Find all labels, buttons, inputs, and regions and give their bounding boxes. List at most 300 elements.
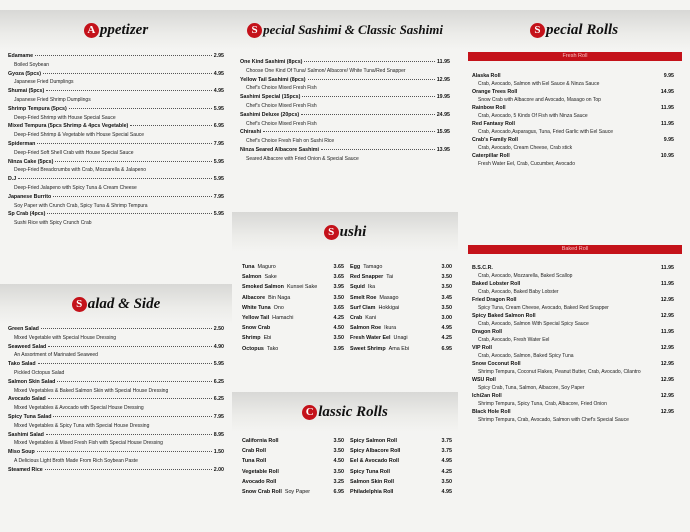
item-name: Ichi2an Roll	[472, 393, 502, 399]
spacer	[520, 139, 662, 140]
item-price: 13.95	[436, 146, 450, 153]
item-description: Deep-Fried Breadcrumbs with Crab, Mozzarella & Jalapeno	[14, 167, 147, 174]
item-description: Pickled Octopus Salad	[14, 369, 65, 376]
menu-item	[8, 122, 224, 131]
item-japanese-name: Ebi	[263, 335, 272, 342]
item-price: 2.00	[213, 466, 224, 473]
grid-item	[350, 487, 452, 497]
item-description: Mixed Vegetable with Special House Dressing	[14, 334, 116, 341]
menu-item	[472, 153, 674, 160]
special-rolls-header	[458, 10, 690, 50]
item-japanese-name: Masago	[379, 294, 399, 301]
item-price: 11.95	[661, 281, 674, 287]
title-initial-badge: C	[302, 405, 317, 420]
spacer	[508, 107, 659, 108]
item-description: Crab, Avocado, Salmon with Eel Sauce & Ninza Sauce	[478, 81, 600, 88]
item-name: Miso Soup	[8, 449, 35, 456]
item-price: 9.95	[663, 137, 674, 143]
grid-item	[350, 446, 452, 456]
item-description: Soy Paper with Crunch Crab, Spicy Tuna & Shrimp Tempura	[14, 202, 148, 209]
item-description: Sushi Rice with Spicy Crunch Crab	[14, 220, 92, 227]
item-name: Red Fantasy Roll	[472, 121, 515, 127]
item-name: Seaweed Salad	[8, 343, 47, 350]
menu-item	[240, 93, 450, 102]
menu-item	[472, 281, 674, 288]
item-name: White Tuna	[242, 304, 271, 311]
item-price: 11.95	[437, 59, 450, 65]
title-initial-badge: S	[324, 225, 339, 240]
item-price: 12.95	[660, 345, 674, 351]
menu-item	[8, 413, 224, 422]
menu-item	[472, 265, 674, 272]
item-price: 10.95	[660, 153, 674, 159]
item-price: 3.50	[333, 294, 344, 301]
item-description: Snow Crab with Albacore and Avocado, Masago on Top	[478, 97, 601, 104]
item-price: 3.50	[441, 304, 452, 311]
item-description: Mixed Vegetables & Baked Salmon Skin with Special House Dressing	[14, 387, 169, 394]
grid-item	[350, 467, 452, 477]
item-description: Deep-Fried Jalapeno with Spicy Tuna & Cream Cheese	[14, 184, 137, 191]
item-price: 4.95	[213, 70, 224, 77]
grid-item	[350, 333, 452, 343]
dotted-leader	[130, 125, 211, 126]
item-price: 3.65	[333, 274, 344, 281]
title-initial-badge: S	[530, 23, 545, 38]
item-price: 4.50	[333, 458, 344, 465]
item-name: Tuna Roll	[242, 458, 267, 465]
item-description: Chef's Choice Mixed Fresh Fish	[246, 102, 317, 109]
grid-item	[242, 333, 344, 343]
salad-title: S alad & Side	[0, 296, 232, 313]
item-name: Crab's Family Roll	[472, 137, 519, 143]
item-japanese-name: Ika	[367, 284, 376, 291]
menu-item	[472, 409, 674, 416]
item-price: 4.95	[441, 325, 452, 332]
item-price: 4.25	[441, 468, 452, 475]
item-name: Green Salad	[8, 326, 39, 332]
item-name: Yellow Tail Sashimi (8pcs)	[240, 76, 306, 83]
item-name: Alaska Roll	[472, 73, 501, 79]
item-price: 7.95	[213, 140, 224, 147]
menu-item	[8, 466, 224, 475]
grid-item	[350, 344, 452, 354]
item-japanese-name: Ono	[273, 304, 284, 311]
grid-item	[350, 477, 452, 487]
item-description: Spicy Tuna, Cream Cheese, Avocado, Baked Red Snapper	[478, 305, 609, 312]
item-price: 5.95	[213, 158, 224, 165]
item-description: Chef's Choice Fresh Fish on Sushi Rice	[246, 138, 335, 145]
menu-item	[472, 393, 674, 400]
grid-item	[242, 446, 344, 456]
item-price: 3.65	[333, 304, 344, 311]
grid-item	[350, 293, 452, 303]
grid-item	[350, 456, 452, 466]
spacer	[518, 299, 658, 300]
dotted-leader	[35, 55, 212, 56]
grid-item	[242, 282, 344, 292]
menu-item	[8, 360, 224, 369]
dotted-leader	[45, 469, 212, 470]
menu-item	[472, 377, 674, 384]
item-name: Salmon	[242, 274, 262, 281]
item-name: Yellow Tail	[242, 315, 270, 322]
dotted-leader	[304, 61, 435, 62]
item-name: Mixed Tempura (5pcs Shrimp & 4pcs Vegetable)	[8, 123, 129, 130]
menu-item	[8, 378, 224, 387]
item-name: California Roll	[242, 438, 279, 444]
item-price: 4.50	[333, 325, 344, 332]
item-description: Crab, Avocado, 5 Kinds Of Fish with Ninza Sauce	[478, 113, 588, 120]
item-price: 5.95	[213, 211, 224, 218]
item-name: Albacore	[242, 294, 266, 301]
dotted-leader	[263, 131, 435, 132]
grid-item	[350, 313, 452, 323]
item-name: Fried Dragon Roll	[472, 297, 517, 303]
appetizer-title: A ppetizer	[0, 22, 232, 39]
menu-item	[240, 128, 450, 137]
grid-item	[242, 344, 344, 354]
spacer	[512, 155, 659, 156]
item-description: Mixed Vegetables & Avocado with Special House Dressing	[14, 405, 144, 412]
menu-item	[472, 361, 674, 368]
item-description: Mixed Vegetables & Mixed Fresh Fish with Special House Dressing	[14, 440, 163, 447]
menu-item	[472, 121, 674, 128]
item-price: 12.95	[660, 297, 674, 303]
menu-item	[8, 395, 224, 404]
item-japanese-name: Kunsei Sake	[286, 284, 318, 291]
grid-item	[350, 272, 452, 282]
item-price: 3.00	[441, 264, 452, 270]
dotted-leader	[48, 346, 211, 347]
item-name: Octopus	[242, 345, 264, 352]
item-description: Crab, Avocado, Baked Baby Lobster	[478, 289, 559, 296]
column-left	[0, 0, 232, 532]
item-price: 3.50	[441, 478, 452, 485]
dotted-leader	[57, 381, 211, 382]
dotted-leader	[46, 90, 211, 91]
item-description: Spicy Crab, Tuna, Salmon, Albacore, Soy Paper	[478, 385, 585, 392]
item-name: B.S.C.R.	[472, 265, 493, 271]
item-name: Steamed Rice	[8, 466, 43, 473]
spacer	[494, 347, 659, 348]
dotted-leader	[46, 434, 212, 435]
menu-item	[240, 58, 450, 67]
item-name: Ninza Seared Albacore Sashimi	[240, 146, 319, 153]
item-name: Philadelphia Roll	[350, 489, 394, 496]
item-price: 2.95	[213, 53, 224, 59]
item-description: Japanese Fried Dumplings	[14, 79, 74, 86]
dotted-leader	[18, 178, 211, 179]
item-japanese-name: Hamachi	[272, 315, 294, 322]
item-japanese-name: Tai	[386, 274, 394, 281]
dotted-leader	[53, 416, 211, 417]
fresh-roll-list	[472, 73, 674, 169]
item-description: Crab, Avocado,Asparagus, Tuna, Fried Garlic with Eel Sauce	[478, 129, 613, 136]
item-description: Crab, Avocado, Cream Cheese, Crab stick	[478, 145, 573, 152]
item-price: 12.95	[660, 377, 674, 383]
classic-title: C lassic Rolls	[232, 404, 458, 421]
item-price: 3.50	[333, 468, 344, 475]
dotted-leader	[37, 143, 211, 144]
item-price: 3.65	[333, 264, 344, 270]
item-name: Sweet Shrimp	[350, 345, 386, 352]
item-name: One Kind Sashimi (8pcs)	[240, 59, 303, 65]
menu-item	[8, 140, 224, 149]
item-description: Chef's Choice Mixed Fresh Fish	[246, 120, 317, 127]
item-description: Deep-Fried Shrimp with House Special Sauce	[14, 114, 116, 121]
item-price: 19.95	[436, 94, 450, 101]
fresh-roll-banner: Fresh Roll	[468, 52, 682, 61]
item-price: 15.95	[436, 129, 450, 136]
item-price: 7.95	[213, 413, 224, 420]
spacer	[538, 315, 659, 316]
item-name: Eel & Avocado Roll	[350, 458, 400, 465]
dotted-leader	[47, 213, 211, 214]
item-name: WSU Roll	[472, 377, 496, 383]
item-name: Vegetable Roll	[242, 468, 279, 475]
item-name: Crab	[350, 315, 363, 322]
item-name: Red Snapper	[350, 274, 384, 281]
item-name: Egg	[350, 264, 361, 270]
item-price: 4.95	[213, 88, 224, 95]
grid-item	[242, 477, 344, 487]
item-description: Shrimp Tempura, Crab, Avocado, Salmon with Chef's Special Sauce	[478, 417, 629, 424]
item-name: Chirashi	[240, 129, 262, 136]
item-japanese-name: Sake	[264, 274, 277, 281]
grid-item	[242, 262, 344, 272]
item-name: Tako Salad	[8, 361, 36, 368]
dotted-leader	[41, 328, 212, 329]
grid-item	[242, 303, 344, 313]
item-japanese-name: Tako	[266, 345, 279, 352]
item-name: Avocado Roll	[242, 478, 277, 485]
grid-item	[350, 323, 452, 333]
item-price: 12.95	[436, 76, 450, 83]
menu-item	[8, 87, 224, 96]
item-name: Spicy Baked Salmon Roll	[472, 313, 536, 319]
menu-item	[240, 111, 450, 120]
item-name: Avocado Salad	[8, 396, 46, 403]
classic-header	[232, 392, 458, 432]
grid-item	[350, 262, 452, 272]
item-description: Crab, Avocado, Salmon, Baked Spicy Tuna	[478, 353, 574, 360]
grid-item	[242, 436, 344, 446]
item-name: Surf Clam	[350, 304, 376, 311]
item-price: 11.95	[661, 105, 674, 111]
menu-item	[472, 297, 674, 304]
dotted-leader	[55, 161, 211, 162]
item-name: Snow Crab Roll	[242, 489, 282, 496]
item-price: 11.95	[661, 265, 674, 271]
dotted-leader	[308, 79, 435, 80]
spacer	[504, 331, 659, 332]
salad-header	[0, 284, 232, 324]
item-name: Spicy Tuna Roll	[350, 468, 391, 475]
dotted-leader	[43, 73, 212, 74]
spacer	[517, 123, 659, 124]
item-description: Mixed Vegetables & Spicy Tuna with Special House Dressing	[14, 422, 150, 429]
classic-grid	[242, 436, 452, 497]
item-name: Snow Crab	[242, 325, 271, 332]
item-name: Sp Crab (4pcs)	[8, 211, 46, 218]
item-price: 12.95	[660, 409, 674, 415]
item-price: 11.95	[661, 329, 674, 335]
item-name: Salmon Skin Roll	[350, 478, 395, 485]
item-name: Spicy Tuna Salad	[8, 413, 52, 420]
salad-list	[8, 325, 224, 475]
special-rolls-title: S pecial Rolls	[458, 22, 690, 39]
item-price: 24.95	[436, 111, 450, 118]
spacer	[522, 283, 659, 284]
item-japanese-name: Kani	[365, 315, 377, 322]
menu-item	[472, 345, 674, 352]
column-middle	[232, 0, 458, 532]
item-name: Smoked Salmon	[242, 284, 284, 291]
item-price: 3.75	[441, 438, 452, 444]
menu-item	[472, 105, 674, 112]
item-price: 6.95	[441, 345, 452, 352]
spacer	[495, 267, 659, 268]
item-price: 3.50	[333, 438, 344, 444]
dotted-leader	[321, 149, 435, 150]
item-price: 4.25	[333, 315, 344, 322]
item-name: Salmon Skin Salad	[8, 378, 56, 385]
spacer	[519, 91, 658, 92]
item-price: 3.50	[333, 448, 344, 455]
item-price: 4.95	[441, 489, 452, 496]
menu-item	[8, 105, 224, 114]
grid-item	[242, 323, 344, 333]
item-name: Fresh Water Eel	[350, 335, 391, 342]
item-price: 3.50	[441, 274, 452, 281]
menu-item	[472, 137, 674, 144]
menu-item	[8, 158, 224, 167]
item-japanese-name: Soy Paper	[284, 489, 311, 496]
grid-item	[350, 282, 452, 292]
menu-item	[8, 210, 224, 219]
item-description: Boiled Soybean	[14, 61, 50, 68]
item-japanese-name: Hokkigai	[378, 304, 400, 311]
item-price: 11.95	[661, 121, 674, 127]
grid-item	[350, 436, 452, 446]
item-price: 3.75	[441, 448, 452, 455]
dotted-leader	[301, 114, 435, 115]
item-name: Shrimp	[242, 335, 261, 342]
item-price: 6.95	[333, 489, 344, 496]
item-price: 6.25	[213, 396, 224, 403]
item-name: Snow Coconut Roll	[472, 361, 521, 367]
grid-item	[242, 487, 344, 497]
item-name: Black Hole Roll	[472, 409, 511, 415]
item-name: Orange Trees Roll	[472, 89, 518, 95]
grid-item	[242, 467, 344, 477]
item-name: D.J	[8, 176, 17, 183]
item-name: Salmon Roe	[350, 325, 382, 332]
item-name: Caterpillar Roll	[472, 153, 510, 159]
grid-item	[242, 272, 344, 282]
spacer	[504, 395, 659, 396]
dotted-leader	[302, 96, 434, 97]
item-name: Baked Lobster Roll	[472, 281, 521, 287]
menu-item	[8, 193, 224, 202]
item-price: 4.25	[441, 335, 452, 342]
spacer	[498, 379, 659, 380]
item-name: Crab Roll	[242, 448, 266, 455]
item-price: 3.25	[333, 478, 344, 485]
item-name: Tuna	[242, 264, 255, 270]
item-price: 12.95	[660, 361, 674, 367]
item-price: 5.95	[213, 105, 224, 112]
menu-item	[8, 175, 224, 184]
menu-item	[240, 146, 450, 155]
menu-item	[8, 52, 224, 61]
grid-item	[350, 303, 452, 313]
menu-item	[472, 329, 674, 336]
item-description: Deep-Fried Soft Shell Crab with House Special Sauce	[14, 149, 134, 156]
menu-item	[472, 89, 674, 96]
baked-roll-list	[472, 265, 674, 425]
spacer	[523, 363, 659, 364]
sashimi-header	[232, 10, 458, 50]
menu-item	[8, 448, 224, 457]
item-price: 12.95	[660, 313, 674, 319]
dotted-leader	[69, 108, 212, 109]
item-name: Smelt Roe	[350, 294, 377, 301]
menu-item	[8, 325, 224, 334]
item-price: 2.50	[213, 326, 224, 332]
appetizer-header	[0, 10, 232, 50]
item-description: Chef's Choice Mixed Fresh Fish	[246, 85, 317, 92]
menu-item	[8, 431, 224, 440]
item-name: Sashimi Salad	[8, 431, 44, 438]
item-description: Seared Albacore with Fried Onion & Special Sauce	[246, 155, 359, 162]
item-name: Sashimi Special (15pcs)	[240, 94, 301, 101]
item-description: Choose One Kind Of Tuna/ Salmon/ Albacore/ White Tuna/Red Snapper	[246, 67, 406, 74]
item-name: Japanese Burrito	[8, 193, 52, 200]
item-name: Sashimi Deluxe (20pcs)	[240, 111, 300, 118]
item-japanese-name: Unagi	[393, 335, 408, 342]
item-japanese-name: Ama Ebi	[388, 345, 410, 352]
item-name: Spiderman	[8, 140, 36, 147]
sashimi-title: S pecial Sashimi & Classic Sashimi	[232, 22, 458, 38]
item-description: Crab, Avocado, Mozzarella, Baked Scallop	[478, 273, 573, 280]
title-initial-badge: A	[84, 23, 99, 38]
item-price: 3.95	[333, 345, 344, 352]
item-price: 4.95	[441, 458, 452, 465]
title-initial-badge: S	[72, 297, 87, 312]
item-name: Squid	[350, 284, 365, 291]
item-description: Japanese Fried Shrimp Dumplings	[14, 96, 91, 103]
item-price: 3.95	[333, 284, 344, 291]
item-name: Rainbow Roll	[472, 105, 506, 111]
item-price: 3.45	[441, 294, 452, 301]
grid-item	[242, 456, 344, 466]
sushi-grid	[242, 262, 452, 354]
item-description: An Assortment of Marinated Seaweed	[14, 352, 98, 359]
item-japanese-name: Ikura	[384, 325, 397, 332]
item-japanese-name: Bin Naga	[268, 294, 291, 301]
menu-item	[472, 73, 674, 80]
item-price: 8.95	[213, 431, 224, 438]
item-description: Fresh Water Eel, Crab, Cucumber, Avocado	[478, 161, 575, 168]
item-name: Spicy Salmon Roll	[350, 438, 398, 444]
dotted-leader	[53, 196, 211, 197]
item-name: Ninza Cake (5pcs)	[8, 158, 54, 165]
item-description: Deep-Fried Shrimp & Vegetable with House Special Sauce	[14, 132, 145, 139]
sushi-title: S ushi	[232, 224, 458, 241]
menu-item	[240, 76, 450, 85]
menu-item	[8, 343, 224, 352]
